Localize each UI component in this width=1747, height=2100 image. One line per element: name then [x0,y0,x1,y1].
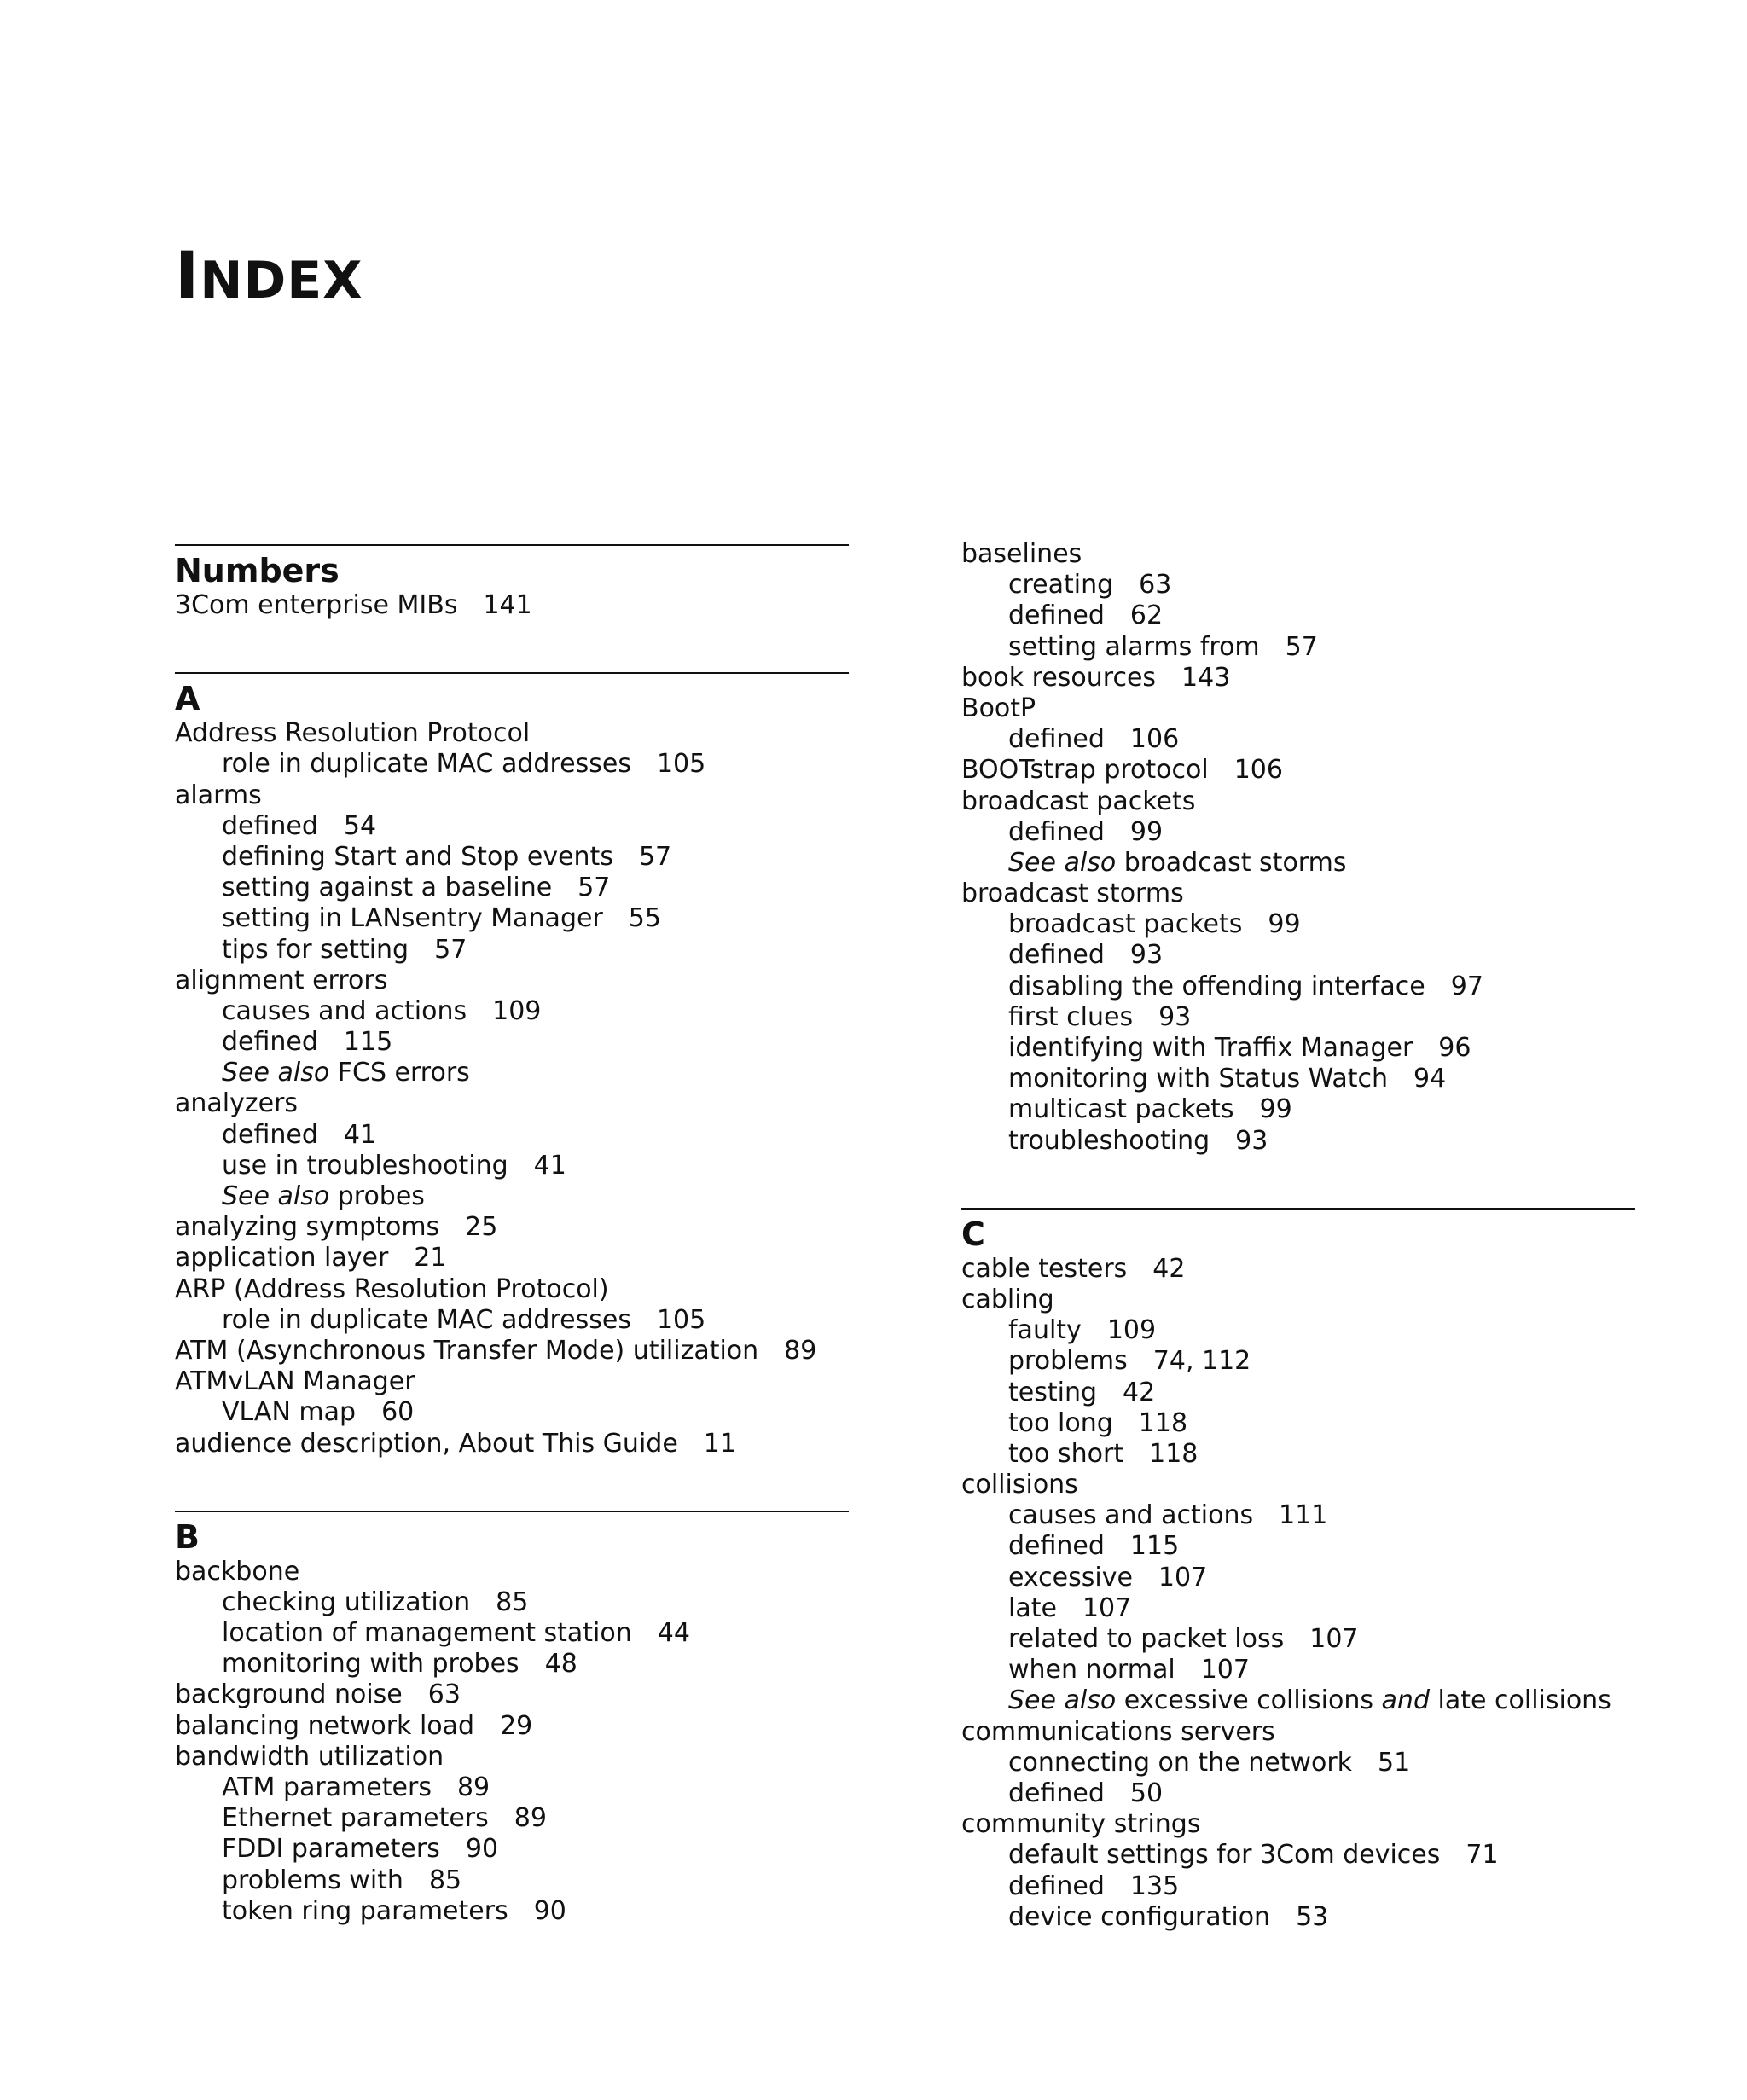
index-term: defined [1008,1778,1105,1808]
section-divider [175,1511,849,1512]
page-reference: 54 [343,810,377,841]
index-subentry [175,1865,849,1896]
page-reference: 85 [428,1865,462,1895]
index-term: when normal [1008,1655,1175,1685]
page-reference: 74, 112 [1152,1346,1251,1377]
page-reference: 63 [427,1679,461,1710]
index-section-b [175,1511,849,1927]
index-subentry [175,996,849,1027]
page-reference: 11 [703,1428,736,1459]
page-reference: 51 [1378,1747,1411,1778]
index-subentry [961,848,1635,879]
index-subentry [175,1772,849,1803]
section-heading: B [175,1517,200,1556]
index-subentry [961,940,1635,971]
index-term: defined [1008,600,1105,631]
index-term: ATM parameters [222,1772,432,1802]
index-term: causes and actions [222,995,467,1026]
index-entry-list [961,539,1635,1157]
index-term: defined [1008,940,1105,971]
page-reference: 57 [1285,631,1318,662]
index-term: causes and actions [1008,1500,1254,1531]
index-term: broadcast packets [961,786,1196,816]
page-reference: 42 [1123,1377,1156,1407]
index-entry [175,1429,849,1459]
index-subentry [961,632,1635,663]
index-subentry [961,724,1635,755]
page-reference: 62 [1129,600,1164,631]
page-reference: 50 [1129,1778,1164,1808]
section-divider [175,672,849,674]
index-term: setting alarms from [1008,631,1260,662]
index-subentry [961,972,1635,1002]
index-subentry [961,1094,1635,1125]
index-term: location of management station [222,1618,632,1649]
index-entry [175,1274,849,1305]
page-reference: 105 [656,1304,706,1335]
index-subentry [961,1624,1635,1655]
index-entry [961,1809,1635,1840]
index-term: faulty [1008,1315,1082,1346]
index-subentry [175,935,849,966]
page-reference: 42 [1152,1253,1186,1284]
index-subentry [961,1531,1635,1562]
page-reference: 29 [500,1710,533,1741]
page-reference: 85 [496,1587,529,1617]
index-right-column [961,539,1635,1933]
index-entry-list [175,718,849,1459]
index-subentry [961,1563,1635,1593]
index-term: book resources [961,662,1157,693]
page-reference: 106 [1233,755,1283,786]
page-reference: 93 [1129,940,1164,971]
index-term: ARP (Address Resolution Protocol) [175,1273,609,1304]
index-term: problems [1008,1346,1128,1377]
index-term: defined [1008,1871,1105,1901]
cross-reference-label: See also [222,1181,330,1211]
index-term: multicast packets [1008,1094,1234,1125]
index-term: monitoring with Status Watch [1008,1064,1389,1094]
index-entry [175,1336,849,1366]
index-subentry [961,1002,1635,1033]
page-reference: 96 [1438,1033,1471,1063]
index-term: ATMvLAN Manager [175,1366,415,1397]
index-entry [175,718,849,749]
page-reference: 105 [656,749,706,780]
page-reference: 41 [343,1119,377,1150]
index-term: identifying with Traffix Manager [1008,1033,1413,1063]
index-entry [175,966,849,996]
index-term: broadcast storms [1116,847,1347,878]
page-reference: 107 [1082,1592,1132,1623]
index-term: defined [222,1119,318,1150]
index-entry [961,1717,1635,1748]
cross-reference-label: See also [222,1058,330,1088]
page-reference: 55 [628,903,661,934]
index-term: too long [1008,1407,1113,1438]
index-entry [175,1742,849,1772]
index-subentry [961,1126,1635,1157]
index-subentry [175,1305,849,1336]
index-subentry [961,1840,1635,1871]
page-reference: 99 [1259,1094,1292,1125]
index-subentry [175,842,849,873]
index-subentry [961,1408,1635,1439]
index-term: baselines [961,539,1082,569]
index-term: token ring parameters [222,1895,508,1926]
index-subentry [175,1803,849,1834]
page-reference: 48 [544,1649,577,1679]
index-term: ATM (Asynchronous Transfer Mode) utilization [175,1335,759,1366]
index-entry [175,1711,849,1742]
page-reference: 63 [1139,570,1172,600]
index-subentry [961,1378,1635,1408]
index-term: creating [1008,570,1114,600]
index-term: application layer [175,1243,389,1273]
page-reference: 57 [434,934,467,965]
index-term: 3Com enterprise MIBs [175,590,458,620]
section-heading: Numbers [175,552,340,589]
page-title [175,237,363,313]
index-subentry [175,873,849,903]
page-reference: 90 [533,1895,566,1926]
page-reference: 106 [1129,724,1180,755]
index-subentry [175,1181,849,1212]
index-subentry [175,1834,849,1865]
index-subentry [961,1655,1635,1685]
index-entry [961,755,1635,786]
index-entry [175,1557,849,1587]
page-title-rest: NDEX [200,251,363,310]
page-reference: 107 [1309,1624,1359,1654]
index-entry [961,1254,1635,1285]
index-term: testing [1008,1377,1098,1407]
page-reference: 94 [1413,1064,1447,1094]
index-term: background noise [175,1679,403,1710]
index-entry [175,1088,849,1119]
page-reference: 21 [414,1243,447,1273]
section-divider [175,544,849,546]
index-subentry [961,1685,1635,1716]
index-subentry [961,1439,1635,1470]
index-subentry [961,1902,1635,1933]
page-reference: 141 [483,590,532,620]
index-subentry [961,1346,1635,1377]
index-term: role in duplicate MAC addresses [222,749,631,780]
index-term: cabling [961,1284,1054,1314]
page-reference: 109 [1106,1315,1157,1346]
index-subentry [175,1896,849,1927]
page-reference: 41 [533,1150,566,1181]
index-term: late collisions [1430,1685,1611,1716]
index-section-continued [961,539,1635,1157]
cross-reference-label: See also [1008,847,1117,878]
page-reference: 89 [784,1335,817,1366]
index-term: first clues [1008,1001,1134,1032]
index-term: Ethernet parameters [222,1803,489,1834]
index-term: VLAN map [222,1397,357,1428]
index-subentry [175,1151,849,1181]
index-term: BootP [961,693,1036,723]
page-reference: 109 [492,995,542,1026]
index-term: excessive [1008,1562,1133,1592]
index-term: monitoring with probes [222,1649,519,1679]
page-reference: 99 [1129,816,1164,847]
index-entry [961,1285,1635,1315]
page-reference: 89 [456,1772,490,1802]
index-term: cable testers [961,1253,1128,1284]
index-term: setting in LANsentry Manager [222,903,603,934]
index-subentry [175,1027,849,1058]
index-entry [175,780,849,811]
page-reference: 107 [1158,1562,1208,1592]
index-subentry [961,1871,1635,1902]
index-subentry [961,1500,1635,1531]
index-term: excessive collisions [1116,1685,1382,1716]
index-entry [961,693,1635,724]
page-reference: 97 [1450,971,1483,1001]
index-term: defining Start and Stop events [222,841,613,872]
page-reference: 44 [657,1618,690,1649]
index-subentry [961,1778,1635,1809]
index-entry [961,539,1635,570]
index-term: defined [1008,1531,1105,1562]
page-reference: 118 [1149,1438,1199,1469]
index-subentry [961,1033,1635,1064]
index-entry [175,1243,849,1273]
section-divider [961,1208,1635,1210]
index-term: connecting on the network [1008,1747,1353,1778]
index-term: defined [1008,724,1105,755]
index-term: probes [329,1181,425,1211]
page-title-initial: I [175,237,200,313]
page-reference: 111 [1279,1500,1328,1531]
index-term: balancing network load [175,1710,475,1741]
index-subentry [175,1618,849,1649]
index-subentry [961,1064,1635,1094]
index-section-a [175,672,849,1459]
index-term: device configuration [1008,1901,1271,1932]
index-subentry [961,909,1635,940]
index-term: problems with [222,1865,403,1895]
index-subentry [175,1587,849,1618]
index-term: use in troubleshooting [222,1150,508,1181]
page-reference: 143 [1181,662,1231,693]
page-reference: 135 [1129,1871,1180,1901]
index-term: setting against a baseline [222,873,553,903]
index-entry [175,1679,849,1710]
index-term: broadcast storms [961,879,1184,909]
index-term: BOOTstrap protocol [961,755,1209,786]
index-term: tips for setting [222,934,409,965]
index-entry [961,786,1635,817]
page-reference: 60 [381,1397,415,1428]
index-term: FCS errors [329,1058,470,1088]
index-term: default settings for 3Com devices [1008,1840,1441,1871]
index-term: defined [222,1027,318,1058]
page-reference: 90 [465,1834,499,1865]
section-heading: C [961,1215,985,1253]
page-reference: 57 [577,873,611,903]
page-reference: 89 [514,1803,547,1834]
index-entry [175,1366,849,1397]
index-subentry [175,903,849,934]
page-reference: 115 [343,1027,393,1058]
index-subentry [961,1748,1635,1778]
index-term: checking utilization [222,1587,471,1617]
index-entry [175,590,849,621]
index-subentry [961,1593,1635,1624]
index-term: defined [1008,816,1105,847]
index-left-column [175,544,849,1927]
page-reference: 115 [1129,1531,1180,1562]
page-reference: 93 [1235,1125,1268,1156]
index-term: Address Resolution Protocol [175,718,531,749]
page-reference: 118 [1138,1407,1188,1438]
index-term: troubleshooting [1008,1125,1210,1156]
index-entry-list [175,1557,849,1927]
index-entry [175,1212,849,1243]
page-reference: 107 [1200,1655,1250,1685]
index-subentry [961,817,1635,848]
index-term: broadcast packets [1008,909,1243,940]
index-subentry [961,570,1635,600]
page-reference: 57 [638,841,672,872]
index-subentry [961,1315,1635,1346]
index-subentry [961,600,1635,631]
index-term: defined [222,810,318,841]
index-term: disabling the offending interface [1008,971,1425,1001]
index-subentry [175,1120,849,1151]
page-reference: 93 [1158,1001,1192,1032]
index-term: related to packet loss [1008,1624,1285,1654]
page-reference: 71 [1466,1840,1499,1871]
index-term: analyzing symptoms [175,1212,440,1243]
index-term: bandwidth utilization [175,1741,444,1772]
index-subentry [175,1058,849,1088]
index-term: collisions [961,1470,1078,1500]
index-entry [961,663,1635,693]
page-reference: 25 [465,1212,498,1243]
index-term: backbone [175,1556,300,1587]
index-term: alignment errors [175,965,388,995]
page-reference: 99 [1268,909,1301,940]
index-term: FDDI parameters [222,1834,440,1865]
index-term: late [1008,1592,1057,1623]
index-term: audience description, About This Guide [175,1428,678,1459]
section-heading: A [175,680,200,718]
index-term: too short [1008,1438,1124,1469]
index-term: community strings [961,1809,1201,1840]
index-entry [961,1470,1635,1500]
cross-reference-label: See also [1008,1685,1117,1716]
index-section-c [961,1208,1635,1933]
index-section-numbers [175,544,849,621]
index-entry [961,879,1635,909]
index-term: role in duplicate MAC addresses [222,1304,631,1335]
index-subentry [175,811,849,842]
index-subentry [175,749,849,780]
index-term: analyzers [175,1088,299,1119]
index-subentry [175,1649,849,1679]
index-subentry [175,1397,849,1428]
index-entry-list [961,1254,1635,1933]
page-reference: 53 [1296,1901,1329,1932]
index-term: alarms [175,780,262,810]
cross-reference-label: and [1381,1685,1430,1716]
index-term: communications servers [961,1716,1275,1747]
index-entry-list [175,590,849,621]
